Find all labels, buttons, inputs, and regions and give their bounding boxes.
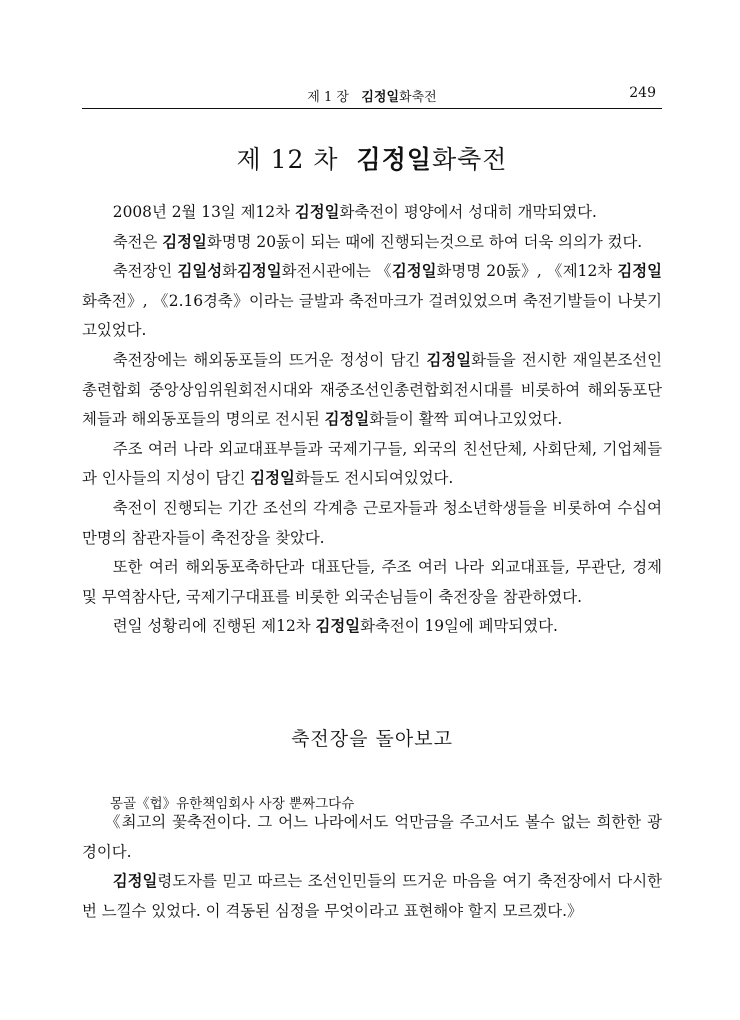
page-title [82, 140, 662, 176]
title-bold: 김정일 [356, 145, 432, 174]
text-run: 화명명 20돐이 되는 때에 진행되는것으로 하여 더욱 의의가 컸다. [206, 232, 643, 251]
text-run: 화축전이 평양에서 성대히 개막되였다. [339, 203, 597, 221]
text-run: 《최고의 꽃축전이다. 그 어느 나라에서도 억만금을 주고서도 볼수 없는 희한한 광경이다. [82, 813, 662, 861]
paragraph [82, 346, 662, 435]
chapter-name-bold: 김정일 [361, 90, 400, 105]
section-title: 축전장을 돌아보고 [291, 728, 453, 750]
title-prefix: 제 12 차 [236, 145, 339, 174]
quote-text [82, 808, 662, 926]
title-rest: 화축전 [432, 145, 508, 174]
bold-name: 김정일 [237, 262, 282, 281]
bold-name: 김정일 [391, 262, 437, 281]
header-rule [82, 108, 662, 109]
text-run: 또한 여러 해외동포축하단과 대표단들, 주조 여러 나라 외교대표들, 무관단, 경제 및 무역참사단, 국제기구대표를 비롯한 외국손님들이 축전장을 참관하였다. [82, 558, 662, 606]
paragraph [82, 257, 662, 346]
text-run: 화전시관에는 《 [281, 262, 392, 281]
text-run: 축전장에는 해외동포들의 뜨거운 정성이 담긴 [112, 350, 427, 369]
text-run: 화들을 전시한 재일본조선인총련합회 중앙상임위원회전시대와 재중조선인총련합회전시대를 비롯하여 해외동포단체들과 해외동포들의 명의로 전시된 [82, 350, 662, 429]
body-text [82, 198, 662, 642]
text-run: 축전장인 [112, 262, 178, 281]
bold-name: 김정일 [294, 203, 340, 221]
bold-name: 김정일 [112, 872, 158, 891]
text-run: 화들이 활짝 피여나고있었다. [369, 410, 563, 429]
quote-paragraph [82, 867, 662, 926]
bold-name: 김정일 [250, 469, 295, 488]
text-run: 화명명 20돐》, 《제12차 [436, 262, 618, 281]
paragraph [82, 435, 662, 494]
text-run: 화들도 전시되여있었다. [294, 469, 454, 488]
paragraph [82, 228, 662, 258]
text-run: 화축전》, 《2.16경축》이라는 글발과 축전마크가 걸려있었으며 축전기발들이 나붓기고있었다. [82, 291, 662, 340]
text-run: 령도자를 믿고 따르는 조선인민들의 뜨거운 마음을 여기 축전장에서 다시한번 느낄수 있었다. 이 격동된 심정을 무엇이라고 표현해야 할지 모르겠다.》 [82, 872, 662, 920]
text-run: 주조 여러 나라 외교대표부들과 국제기구들, 외국의 친선단체, 사회단체, 기업체들과 인사들의 지성이 담긴 [82, 439, 662, 488]
paragraph [82, 612, 662, 642]
paragraph [82, 198, 662, 228]
running-header [82, 86, 662, 108]
chapter-heading [82, 86, 662, 105]
bold-name: 김일성 [177, 262, 223, 281]
bold-name: 김정일 [617, 262, 662, 281]
text-run: 축전이 진행되는 기간 조선의 각계층 근로자들과 청소년학생들을 비롯하여 수십여만명의 참관자들이 축전장을 찾았다. [82, 498, 662, 547]
page-number: 249 [629, 85, 656, 101]
quote-paragraph [82, 808, 662, 867]
bold-name: 김정일 [324, 410, 370, 429]
paragraph [82, 553, 662, 612]
bold-name: 김정일 [162, 232, 207, 251]
text-run: 2008년 2월 13일 제12차 [112, 203, 295, 221]
bold-name: 김정일 [315, 617, 361, 636]
bold-name: 김정일 [426, 350, 472, 369]
text-run: 화 [222, 262, 238, 281]
text-run: 축전은 [112, 232, 163, 251]
attribution-line: 몽골《헙》유한책임회사 사장 뿐짜그다슈 [110, 796, 355, 812]
text-run: 화축전이 19일에 페막되였다. [360, 617, 558, 636]
paragraph [82, 494, 662, 553]
chapter-name-rest: 화축전 [399, 90, 437, 105]
text-run: 련일 성황리에 진행된 제12차 [112, 617, 316, 636]
chapter-prefix: 제 1 장 [307, 90, 349, 105]
